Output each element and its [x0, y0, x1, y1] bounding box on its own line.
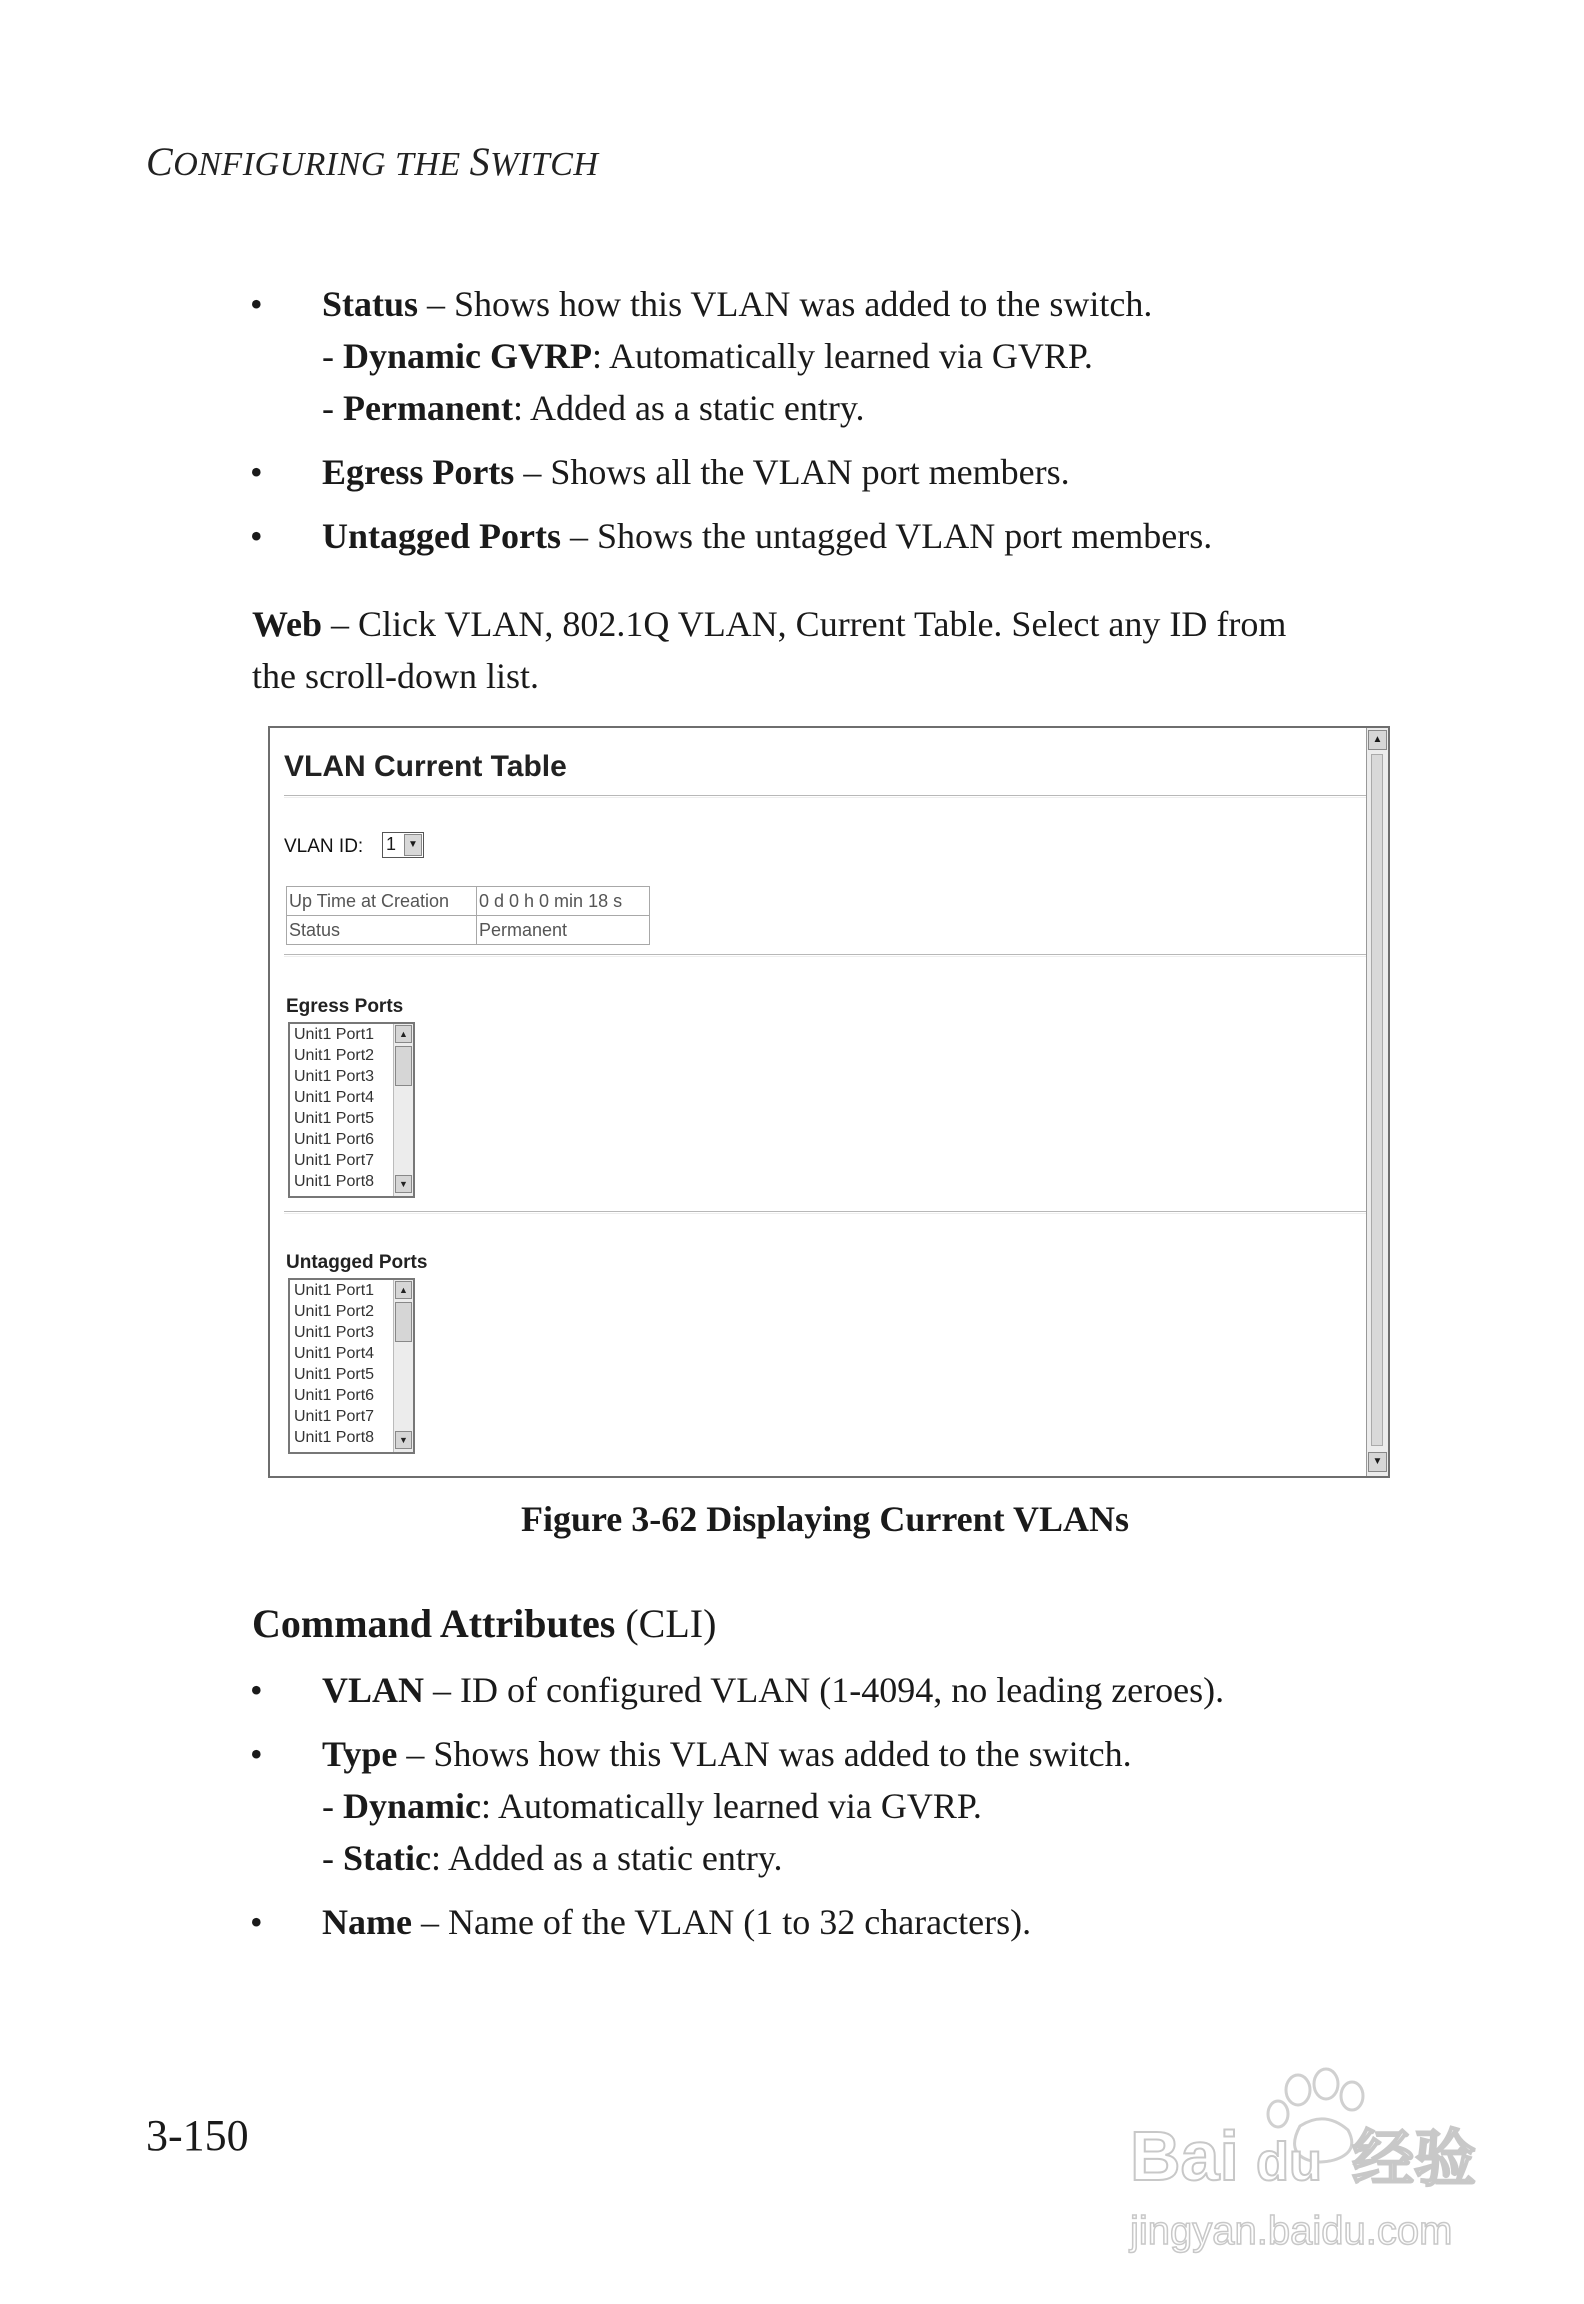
list-item[interactable]: Unit1 Port6 — [294, 1387, 375, 1404]
figure-title: VLAN Current Table — [284, 750, 567, 783]
list-item[interactable]: Unit1 Port5 — [294, 1366, 375, 1383]
running-header: CONFIGURING THE SWITCH — [146, 139, 599, 184]
divider — [284, 795, 1374, 798]
list-item[interactable]: Unit1 Port6 — [294, 1131, 375, 1148]
bullet-status: Status – Shows how this VLAN was added to the switch. — [322, 284, 1153, 324]
web-instructions-line1: Web – Click VLAN, 802.1Q VLAN, Current Table. Select any ID from — [252, 604, 1287, 644]
scroll-down-icon[interactable]: ▼ — [395, 1431, 412, 1449]
uptime-label: Up Time at Creation — [287, 887, 477, 916]
bullet-marker: • — [250, 516, 263, 556]
untagged-ports-label: Untagged Ports — [286, 1252, 428, 1273]
scroll-up-icon[interactable]: ▲ — [1368, 730, 1387, 750]
vlan-current-table-figure — [268, 726, 1390, 1478]
list-item[interactable]: Unit1 Port1 — [294, 1282, 375, 1299]
list-item[interactable]: Unit1 Port2 — [294, 1303, 375, 1320]
scroll-thumb[interactable] — [395, 1302, 412, 1342]
list-item[interactable]: Unit1 Port1 — [294, 1026, 375, 1043]
page-number: 3-150 — [146, 2111, 249, 2160]
list-item[interactable]: Unit1 Port4 — [294, 1345, 375, 1362]
egress-ports-label: Egress Ports — [286, 996, 404, 1017]
web-instructions-line2: the scroll-down list. — [252, 656, 539, 696]
untagged-ports-listbox[interactable] — [288, 1278, 415, 1454]
sub-item-dynamic-gvrp: - Dynamic GVRP: Automatically learned via GVRP. — [322, 336, 1093, 376]
watermark-brand: Bai — [1130, 2117, 1239, 2195]
list-item[interactable]: Unit1 Port7 — [294, 1152, 375, 1169]
sub-item-permanent: - Permanent: Added as a static entry. — [322, 388, 865, 428]
list-item[interactable]: Unit1 Port8 — [294, 1173, 375, 1190]
bullet-type: Type – Shows how this VLAN was added to the switch. — [322, 1734, 1132, 1774]
section-heading: Command Attributes (CLI) — [252, 1601, 717, 1646]
bullet-marker: • — [250, 284, 263, 324]
bullet-egress-ports: Egress Ports – Shows all the VLAN port members. — [322, 452, 1070, 492]
divider — [284, 954, 1374, 957]
scroll-down-icon[interactable]: ▼ — [395, 1175, 412, 1193]
vlan-id-label: VLAN ID: — [284, 836, 364, 857]
egress-ports-listbox[interactable] — [288, 1022, 415, 1198]
page-scrollbar[interactable] — [1366, 728, 1388, 1476]
scroll-thumb[interactable] — [395, 1046, 412, 1086]
sub-item-static: - Static: Added as a static entry. — [322, 1838, 783, 1878]
listbox-scrollbar[interactable] — [393, 1024, 413, 1196]
table-row — [287, 916, 650, 945]
sub-item-dynamic: - Dynamic: Automatically learned via GVRP. — [322, 1786, 982, 1826]
bullet-untagged-ports: Untagged Ports – Shows the untagged VLAN port members. — [322, 516, 1213, 556]
uptime-value: 0 d 0 h 0 min 18 s — [477, 887, 650, 916]
list-item[interactable]: Unit1 Port8 — [294, 1429, 375, 1446]
scroll-down-icon[interactable]: ▼ — [1368, 1452, 1387, 1472]
divider — [284, 1211, 1374, 1214]
vlan-id-select[interactable] — [382, 832, 424, 858]
list-item[interactable]: Unit1 Port3 — [294, 1068, 375, 1085]
status-label: Status — [287, 916, 477, 945]
watermark-cn: 经验 — [1352, 2122, 1477, 2195]
bullet-name: Name – Name of the VLAN (1 to 32 characters). — [322, 1902, 1032, 1942]
list-item[interactable]: Unit1 Port7 — [294, 1408, 375, 1425]
watermark-brand-2: du — [1256, 2132, 1322, 2192]
bullet-vlan: VLAN – ID of configured VLAN (1-4094, no leading zeroes). — [322, 1670, 1225, 1710]
baidu-watermark-logo — [1120, 2060, 1500, 2270]
bullet-marker: • — [250, 452, 263, 492]
table-row — [287, 887, 650, 916]
figure-caption: Figure 3-62 Displaying Current VLANs — [520, 1499, 1130, 1539]
bullet-marker: • — [250, 1734, 263, 1774]
list-item[interactable]: Unit1 Port3 — [294, 1324, 375, 1341]
listbox-scrollbar[interactable] — [393, 1280, 413, 1452]
list-item[interactable]: Unit1 Port4 — [294, 1089, 375, 1106]
scroll-up-icon[interactable]: ▲ — [395, 1025, 412, 1043]
scroll-thumb[interactable] — [1371, 754, 1383, 1446]
vlan-id-value: 1 — [386, 834, 397, 854]
vlan-info-table — [286, 886, 650, 945]
scroll-up-icon[interactable]: ▲ — [395, 1281, 412, 1299]
list-item[interactable]: Unit1 Port2 — [294, 1047, 375, 1064]
bullet-marker: • — [250, 1902, 263, 1942]
watermark-url: jingyan.baidu.com — [1130, 2209, 1453, 2253]
bullet-marker: • — [250, 1670, 263, 1710]
list-item[interactable]: Unit1 Port5 — [294, 1110, 375, 1127]
status-value: Permanent — [477, 916, 650, 945]
chevron-down-icon[interactable]: ▼ — [404, 834, 422, 856]
